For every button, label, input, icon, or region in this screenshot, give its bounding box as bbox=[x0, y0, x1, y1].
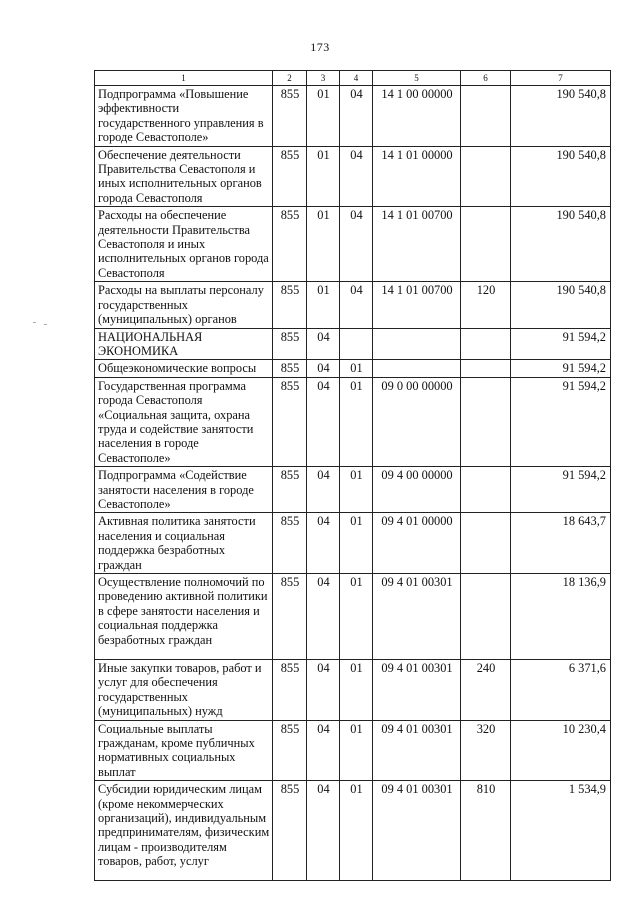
row-ved: 855 bbox=[273, 328, 307, 360]
table-row bbox=[95, 377, 611, 466]
table-row bbox=[95, 513, 611, 574]
row-vr bbox=[461, 86, 511, 147]
row-csr: 09 4 01 00000 bbox=[373, 513, 461, 574]
table-header bbox=[95, 71, 611, 86]
row-csr: 09 4 01 00301 bbox=[373, 574, 461, 660]
table-row bbox=[95, 660, 611, 721]
row-vr: 240 bbox=[461, 660, 511, 721]
row-sum: 91 594,2 bbox=[511, 467, 611, 513]
row-ved: 855 bbox=[273, 720, 307, 781]
row-sum: 190 540,8 bbox=[511, 282, 611, 328]
row-pr: 01 bbox=[340, 660, 373, 721]
budget-table bbox=[94, 70, 611, 881]
row-name: Государственная программа города Севастополя «Социальная защита, охрана труда и содействие занятости населения в городе Севастополе» bbox=[95, 377, 273, 466]
row-pr: 04 bbox=[340, 207, 373, 282]
row-vr: 120 bbox=[461, 282, 511, 328]
row-ved: 855 bbox=[273, 467, 307, 513]
row-name: Субсидии юридическим лицам (кроме некоммерческих организаций), индивидуальным предпринимателям, физическим лицам - производителям товаров, работ, услуг bbox=[95, 781, 273, 881]
row-ved: 855 bbox=[273, 282, 307, 328]
row-pr: 01 bbox=[340, 467, 373, 513]
row-rz: 01 bbox=[307, 86, 340, 147]
header-col-7: 7 bbox=[511, 71, 611, 86]
row-sum: 91 594,2 bbox=[511, 377, 611, 466]
scan-speck bbox=[44, 324, 47, 325]
row-ved: 855 bbox=[273, 146, 307, 207]
row-pr: 04 bbox=[340, 146, 373, 207]
row-rz: 04 bbox=[307, 574, 340, 660]
row-vr: 320 bbox=[461, 720, 511, 781]
table-row bbox=[95, 207, 611, 282]
header-col-2: 2 bbox=[273, 71, 307, 86]
row-vr bbox=[461, 207, 511, 282]
row-rz: 01 bbox=[307, 146, 340, 207]
row-name: НАЦИОНАЛЬНАЯ ЭКОНОМИКА bbox=[95, 328, 273, 360]
row-csr: 14 1 00 00000 bbox=[373, 86, 461, 147]
row-vr: 810 bbox=[461, 781, 511, 881]
row-csr: 09 0 00 00000 bbox=[373, 377, 461, 466]
table-row bbox=[95, 574, 611, 660]
header-col-5: 5 bbox=[373, 71, 461, 86]
header-col-3: 3 bbox=[307, 71, 340, 86]
row-sum: 91 594,2 bbox=[511, 328, 611, 360]
row-name: Активная политика занятости населения и социальная поддержка безработных граждан bbox=[95, 513, 273, 574]
row-name: Иные закупки товаров, работ и услуг для обеспечения государственных (муниципальных) нужд bbox=[95, 660, 273, 721]
row-rz: 04 bbox=[307, 377, 340, 466]
row-pr: 04 bbox=[340, 282, 373, 328]
header-col-6: 6 bbox=[461, 71, 511, 86]
row-rz: 04 bbox=[307, 720, 340, 781]
row-pr bbox=[340, 328, 373, 360]
row-vr bbox=[461, 513, 511, 574]
page-number: 173 bbox=[310, 40, 330, 54]
row-rz: 04 bbox=[307, 360, 340, 377]
row-ved: 855 bbox=[273, 207, 307, 282]
row-csr: 14 1 01 00700 bbox=[373, 282, 461, 328]
table-row bbox=[95, 146, 611, 207]
row-csr: 14 1 01 00000 bbox=[373, 146, 461, 207]
row-vr bbox=[461, 467, 511, 513]
table-row bbox=[95, 467, 611, 513]
row-rz: 04 bbox=[307, 328, 340, 360]
row-sum: 1 534,9 bbox=[511, 781, 611, 881]
scan-speck bbox=[33, 322, 36, 323]
row-rz: 01 bbox=[307, 282, 340, 328]
table-row bbox=[95, 781, 611, 881]
row-name: Подпрограмма «Повышение эффективности государственного управления в городе Севастополе» bbox=[95, 86, 273, 147]
row-name: Общеэкономические вопросы bbox=[95, 360, 273, 377]
row-pr: 01 bbox=[340, 781, 373, 881]
row-pr: 01 bbox=[340, 720, 373, 781]
row-name: Подпрограмма «Содействие занятости населения в городе Севастополе» bbox=[95, 467, 273, 513]
row-name: Осуществление полномочий по проведению активной политики в сфере занятости населения и социальная поддержка безработных граждан bbox=[95, 574, 273, 660]
row-ved: 855 bbox=[273, 360, 307, 377]
table-row bbox=[95, 328, 611, 360]
row-pr: 01 bbox=[340, 513, 373, 574]
row-rz: 04 bbox=[307, 781, 340, 881]
row-ved: 855 bbox=[273, 513, 307, 574]
row-sum: 91 594,2 bbox=[511, 360, 611, 377]
table-row bbox=[95, 86, 611, 147]
row-vr bbox=[461, 146, 511, 207]
table-row bbox=[95, 282, 611, 328]
table-body bbox=[95, 86, 611, 881]
row-csr: 09 4 01 00301 bbox=[373, 781, 461, 881]
header-col-4: 4 bbox=[340, 71, 373, 86]
row-vr bbox=[461, 328, 511, 360]
row-name: Расходы на обеспечение деятельности Правительства Севастополя и иных исполнительных органов города Севастополя bbox=[95, 207, 273, 282]
row-csr: 09 4 01 00301 bbox=[373, 660, 461, 721]
row-ved: 855 bbox=[273, 660, 307, 721]
row-ved: 855 bbox=[273, 377, 307, 466]
row-vr bbox=[461, 360, 511, 377]
row-sum: 190 540,8 bbox=[511, 146, 611, 207]
row-sum: 190 540,8 bbox=[511, 86, 611, 147]
row-vr bbox=[461, 574, 511, 660]
row-csr bbox=[373, 360, 461, 377]
row-pr: 04 bbox=[340, 86, 373, 147]
row-sum: 10 230,4 bbox=[511, 720, 611, 781]
row-sum: 190 540,8 bbox=[511, 207, 611, 282]
row-rz: 04 bbox=[307, 513, 340, 574]
row-sum: 18 643,7 bbox=[511, 513, 611, 574]
row-sum: 6 371,6 bbox=[511, 660, 611, 721]
header-col-1: 1 bbox=[95, 71, 273, 86]
row-pr: 01 bbox=[340, 377, 373, 466]
row-rz: 01 bbox=[307, 207, 340, 282]
row-ved: 855 bbox=[273, 781, 307, 881]
row-csr: 14 1 01 00700 bbox=[373, 207, 461, 282]
row-ved: 855 bbox=[273, 86, 307, 147]
row-pr: 01 bbox=[340, 360, 373, 377]
row-sum: 18 136,9 bbox=[511, 574, 611, 660]
table-row bbox=[95, 360, 611, 377]
row-csr bbox=[373, 328, 461, 360]
header-row bbox=[95, 71, 611, 86]
row-ved: 855 bbox=[273, 574, 307, 660]
row-rz: 04 bbox=[307, 467, 340, 513]
row-pr: 01 bbox=[340, 574, 373, 660]
row-name: Расходы на выплаты персоналу государственных (муниципальных) органов bbox=[95, 282, 273, 328]
table-row bbox=[95, 720, 611, 781]
row-name: Социальные выплаты гражданам, кроме публичных нормативных социальных выплат bbox=[95, 720, 273, 781]
row-csr: 09 4 01 00301 bbox=[373, 720, 461, 781]
row-vr bbox=[461, 377, 511, 466]
row-name: Обеспечение деятельности Правительства Севастополя и иных исполнительных органов города Севастополя bbox=[95, 146, 273, 207]
row-rz: 04 bbox=[307, 660, 340, 721]
row-csr: 09 4 00 00000 bbox=[373, 467, 461, 513]
